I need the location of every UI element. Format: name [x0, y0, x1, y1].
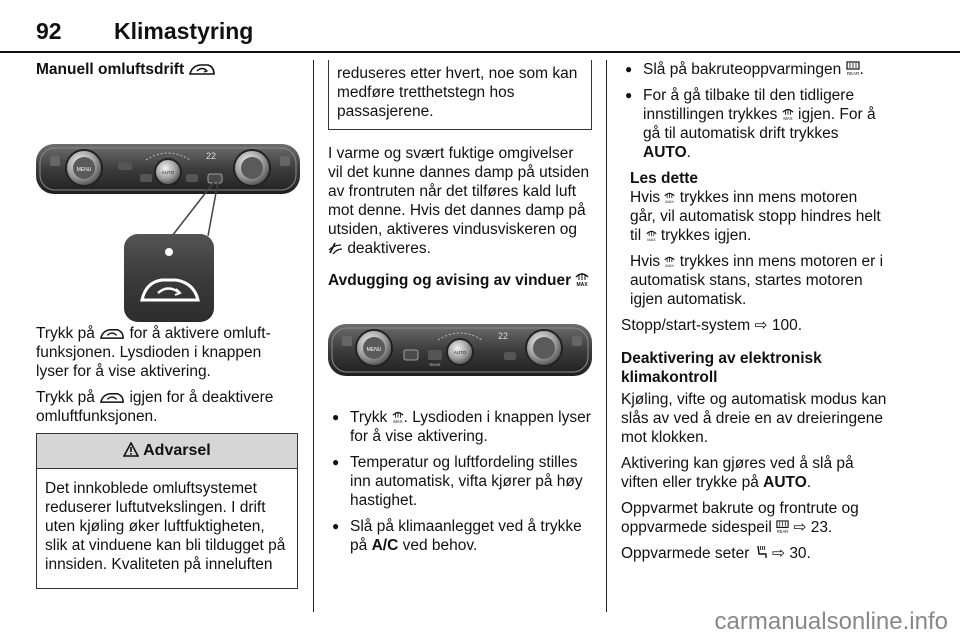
- recirculation-icon: [188, 62, 216, 76]
- warning-triangle-icon: [123, 442, 139, 457]
- paragraph: Trykk på for å aktivere omluftfunksjonen. Lysdioden i knappen lyser for å vise aktivering.: [36, 325, 271, 380]
- max-defrost-icon: [664, 254, 675, 268]
- heated-seat-icon: [754, 545, 768, 560]
- svg-text:MAX: MAX: [393, 418, 403, 424]
- max-defrost-icon: [646, 228, 657, 242]
- note-paragraph: Hvis MAX trykkes inn mens motoren er i automatisk stans, startes motoren igjen automatisk.: [630, 253, 884, 308]
- warning-box-continued: reduseres etter hvert, noe som kan medføre tretthetstegn hos passasjerene.: [328, 60, 592, 130]
- column-3: [621, 60, 887, 570]
- note-paragraph: Hvis MAX trykkes inn mens motoren går, vil automatisk stopp hindres helt til MAX trykkes igjen.: [630, 189, 881, 244]
- paragraph: I varme og svært fuktige omgivelser vil det kunne dannes damp på utsiden av frontruten når det tilføres kald luft mot denne. Hvis det dannes damp på utsiden, aktiveres vindusviskeren og deaktiveres.: [328, 145, 590, 257]
- bullet-item: ● Slå på klimaanlegget ved å trykke på A/C ved behov.: [328, 517, 592, 555]
- page-header: [0, 0, 960, 52]
- paragraph: Oppvarmede seter ⇨ 30.: [621, 545, 811, 562]
- svg-text:AUTO: AUTO: [161, 170, 175, 175]
- paragraph: Aktivering kan gjøres ved å slå på viften eller trykke på AUTO.: [621, 455, 854, 491]
- section-heading: Manuell omluftsdrift: [36, 60, 298, 79]
- column-2: [328, 60, 592, 562]
- paragraph: Kjøling, vifte og automatisk modus kan slås av ved å dreie en av dreieringene mot klokken.: [621, 391, 887, 446]
- svg-text:22: 22: [206, 151, 217, 161]
- climate-panel-figure: [36, 86, 300, 324]
- header-rule: [0, 51, 960, 53]
- page-number: 92: [36, 18, 62, 44]
- max-defrost-icon: [575, 270, 589, 287]
- page-title: Klimastyring: [114, 18, 254, 44]
- column-divider: [313, 60, 314, 612]
- svg-text:22: 22: [498, 331, 509, 341]
- svg-text:MAX: MAX: [665, 262, 675, 268]
- page-reference-arrow-icon: ⇨: [754, 317, 768, 334]
- paragraph: Oppvarmet bakrute og frontrute og oppvarmede sidespeil REAR ⇨ 23.: [621, 500, 859, 536]
- warning-header: Advarsel: [37, 434, 297, 469]
- warning-text: Det innkoblede omluftsystemet reduserer luftutvekslingen. I drift uten kjøling øker luftfuktigheten, slik at vinduene kan bli tildugget på innsiden. Kvaliteten på inneluften: [45, 480, 286, 573]
- section-heading: Deaktivering av elektronisk klimakontroll: [621, 350, 822, 386]
- bullet-item: ● Trykk MAX . Lysdioden i knappen lyser for å vise aktivering.: [328, 408, 592, 446]
- note-title: Les dette: [630, 170, 699, 187]
- rear-window-heating-icon: [846, 61, 860, 76]
- bullet-item: ● For å gå tilbake til den tidligere innstillingen trykkes MAX igjen. For å gå til automatisk drift trykkes AUTO.: [621, 86, 887, 162]
- section-heading: Avdugging og avising av vinduer MAX: [328, 272, 589, 289]
- recirculation-icon: [99, 327, 125, 340]
- svg-text:MENU: MENU: [366, 347, 382, 353]
- svg-text:REAR: REAR: [776, 529, 789, 534]
- page-reference-arrow-icon: ⇨: [772, 545, 785, 562]
- paragraph: Trykk på igjen for å deaktivere omluftfunksjonen.: [36, 389, 274, 425]
- column-divider: [606, 60, 607, 612]
- max-defrost-icon: [392, 409, 404, 424]
- svg-text:MAX: MAX: [576, 282, 589, 287]
- recirculation-icon: [99, 391, 125, 404]
- max-defrost-icon: [664, 190, 675, 204]
- max-defrost-icon: [782, 106, 794, 121]
- svg-text:REAR: REAR: [429, 362, 441, 367]
- svg-text:MAX: MAX: [665, 198, 675, 204]
- windscreen-wiper-icon: [328, 241, 343, 255]
- note-box: [621, 169, 887, 309]
- climate-panel-figure: [328, 308, 592, 396]
- page-reference-arrow-icon: ⇨: [793, 519, 807, 536]
- svg-text:AUTO: AUTO: [453, 350, 467, 355]
- bullet-item: ● Slå på bakruteoppvarmingen REAR .: [621, 60, 887, 79]
- watermark: carmanualsonline.info: [714, 608, 948, 635]
- svg-text:MENU: MENU: [76, 167, 92, 173]
- column-1: [36, 60, 298, 589]
- rear-window-heating-icon: [776, 520, 789, 534]
- bullet-item: ● Temperatur og luftfordeling stilles inn automatisk, vifta kjører på høy hastighet.: [328, 453, 592, 510]
- svg-text:MAX: MAX: [646, 236, 656, 242]
- svg-text:REAR: REAR: [846, 71, 859, 76]
- paragraph: Stopp/start-system ⇨ 100.: [621, 317, 803, 334]
- warning-box: [36, 433, 298, 589]
- svg-text:MAX: MAX: [783, 115, 793, 121]
